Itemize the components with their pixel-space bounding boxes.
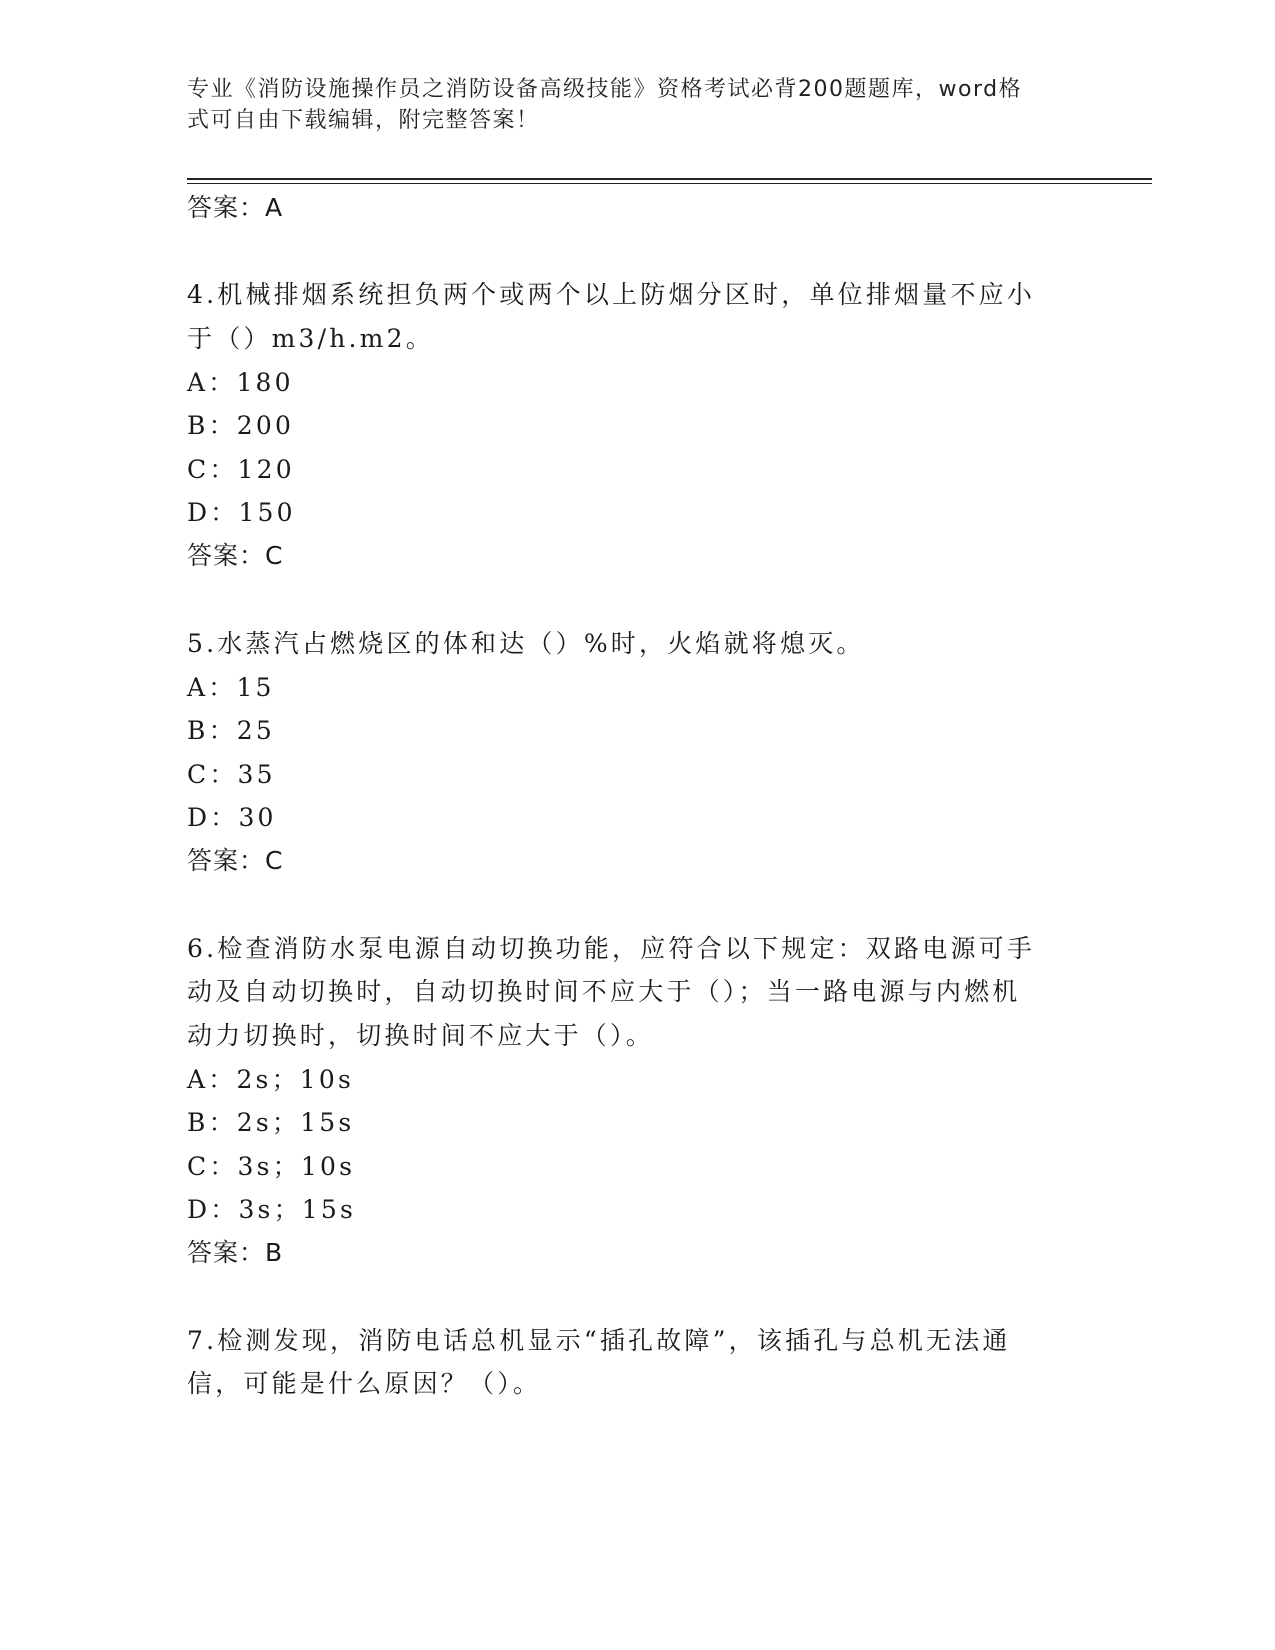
question-text: 5.水蒸汽占燃烧区的体和达（）%时，火焰就将熄灭。: [187, 629, 865, 658]
answer-label: 答案：A: [187, 193, 284, 222]
option-c: C：120: [187, 455, 295, 484]
question-text: 6.检查消防水泵电源自动切换功能，应符合以下规定：双路电源可手: [187, 934, 1036, 963]
option-c: C：3s；10s: [187, 1152, 356, 1181]
document-header: [187, 74, 1067, 136]
header-line: 专业《消防设施操作员之消防设备高级技能》资格考试必背200题题库，word格: [187, 77, 1023, 102]
option-a: A：2s；10s: [187, 1065, 355, 1094]
option-a: A：15: [187, 673, 275, 702]
option-d: D：3s；15s: [187, 1195, 357, 1224]
question-text: 信，可能是什么原因？（）。: [187, 1369, 542, 1398]
header-divider: [187, 178, 1152, 180]
question-text: 于（）m3/h.m2。: [187, 324, 434, 353]
question-text: 7.检测发现，消防电话总机显示“插孔故障”，该插孔与总机无法通: [187, 1326, 1011, 1355]
option-b: B：2s；15s: [187, 1108, 355, 1137]
answer-label: 答案：C: [187, 541, 284, 570]
question-text: 动及自动切换时，自动切换时间不应大于（）；当一路电源与内燃机: [187, 977, 1021, 1006]
option-c: C：35: [187, 760, 276, 789]
question-text: 4.机械排烟系统担负两个或两个以上防烟分区时，单位排烟量不应小: [187, 280, 1036, 309]
answer-label: 答案：B: [187, 1238, 284, 1267]
answer-label: 答案：C: [187, 846, 284, 875]
option-b: B：200: [187, 411, 295, 440]
option-d: D：150: [187, 498, 296, 527]
question-text: 动力切换时，切换时间不应大于（）。: [187, 1021, 654, 1050]
option-b: B：25: [187, 716, 275, 745]
option-d: D：30: [187, 803, 277, 832]
option-a: A：180: [187, 368, 294, 397]
header-divider-thin: [187, 183, 1152, 184]
header-line: 式可自由下载编辑，附完整答案！: [187, 108, 540, 133]
